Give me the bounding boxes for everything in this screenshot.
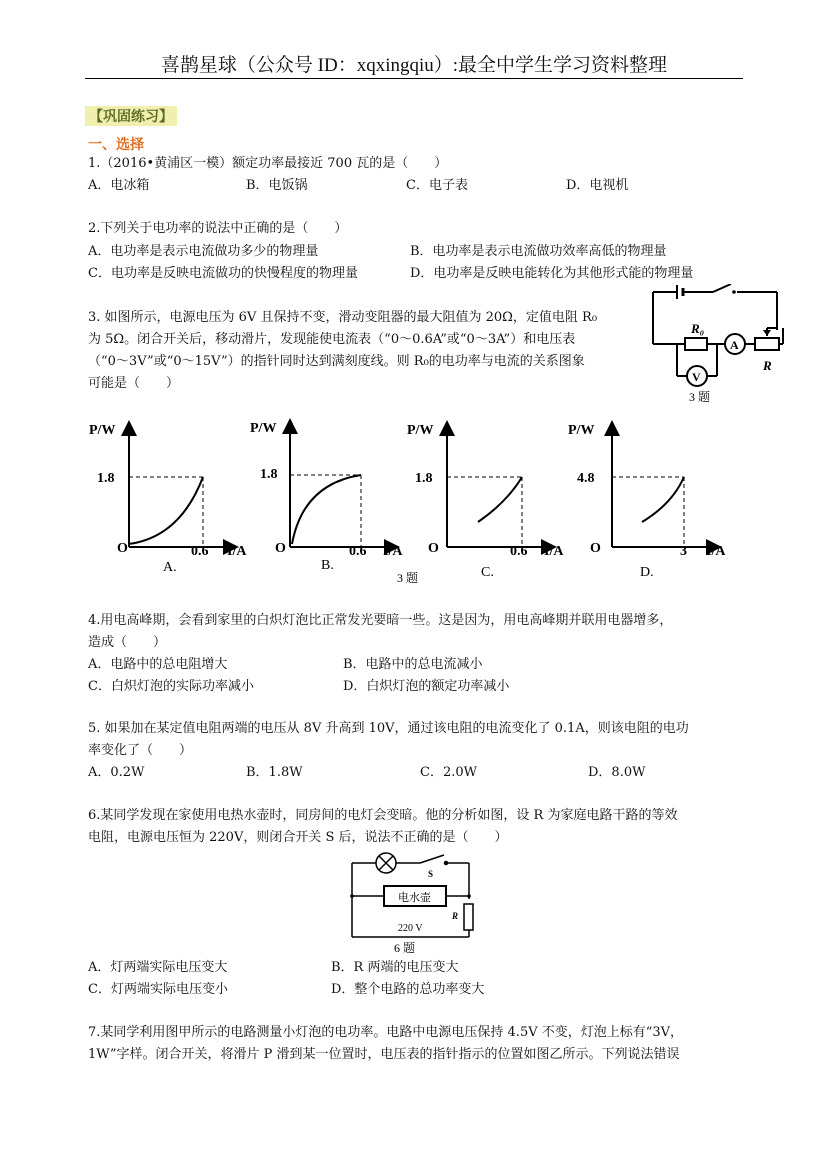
section-tag: 【巩固练习】: [85, 106, 177, 126]
q6-option-b: B．R 两端的电压变大: [331, 960, 459, 975]
graph-c-letter: C.: [481, 565, 494, 580]
q6-circuit-diagram: [348, 849, 478, 955]
q5-option-a: A．0.2W: [88, 765, 145, 780]
q3-line-1: 3. 如图所示，电源电压为 6V 且保持不变，滑动变阻器的最大阻值为 20Ω，定值电阻 R₀: [88, 310, 598, 325]
q3-rheostat-label: R: [763, 358, 772, 373]
q2-option-b: B．电功率是表示电流做功效率高低的物理量: [410, 244, 667, 259]
q7-line-2: 1W”字样。闭合开关，将滑片 P 滑到某一位置时，电压表的指针指示的位置如图乙所示。下列说法错误: [88, 1047, 680, 1062]
graph-c-x-label: I/A: [544, 544, 564, 559]
q1-option-a: A．电冰箱: [88, 178, 150, 193]
q5-option-c: C．2.0W: [420, 765, 477, 780]
q6-line-1: 6.某同学发现在家使用电热水壶时，同房间的电灯会变暗。他的分析如图，设 R 为家庭电路干路的等效: [88, 808, 678, 823]
q4-option-c: C．白炽灯泡的实际功率减小: [88, 679, 254, 694]
q3-circuit-caption: 3 题: [689, 390, 711, 404]
graph-b-letter: B.: [321, 558, 334, 573]
q4-line-1: 4.用电高峰期，会看到家里的白炽灯泡比正常发光要暗一些。这是因为，用电高峰期并联用电器增多，: [88, 613, 673, 628]
q1-option-b: B．电饭锅: [246, 178, 308, 193]
q3-ammeter-label: A: [730, 338, 739, 352]
graph-c-xtick: 0.6: [510, 544, 528, 559]
q1-option-c: C．电子表: [406, 178, 468, 193]
q3-voltmeter-label: V: [692, 370, 701, 384]
q6-kettle-label: 电水壶: [398, 892, 431, 904]
q5-line-2: 率变化了（ ）: [88, 743, 193, 758]
graph-c-ytick: 1.8: [415, 471, 433, 486]
graph-a-letter: A.: [163, 560, 177, 575]
graph-c-y-label: P/W: [407, 423, 434, 438]
graph-a-xtick: 0.6: [191, 544, 209, 559]
q4-option-d: D．白炽灯泡的额定功率减小: [343, 679, 510, 694]
graph-a-ytick: 1.8: [97, 471, 115, 486]
graph-b-ytick: 1.8: [260, 467, 278, 482]
q3-graphs: [85, 412, 745, 590]
graph-c-origin: O: [428, 541, 439, 556]
q4-option-b: B．电路中的总电流减小: [343, 657, 483, 672]
q2-option-c: C．电功率是反映电流做功的快慢程度的物理量: [88, 266, 358, 281]
q6-resistor-label: R: [452, 911, 459, 921]
q5-option-d: D．8.0W: [588, 765, 646, 780]
graph-a-curve: [129, 477, 203, 544]
graph-d-xtick: 3: [680, 544, 687, 559]
q6-circuit-caption: 6 题: [394, 941, 416, 955]
graph-d-x-label: I/A: [706, 544, 726, 559]
q6-option-a: A．灯两端实际电压变大: [88, 960, 228, 975]
q3-r0-label: R₀: [691, 321, 705, 336]
q7-line-1: 7.某同学利用图甲所示的电路测量小灯泡的电功率。电路中电源电压保持 4.5V 不变，灯泡上标有“3V，: [88, 1025, 684, 1040]
graph-d: [568, 423, 726, 580]
graph-c: [407, 423, 564, 580]
page-header: 喜鹊星球（公众号 ID：xqxingqiu）:最全中学生学习资料整理: [160, 55, 668, 76]
graph-b-origin: O: [275, 541, 286, 556]
q6-voltage-label: 220 V: [398, 923, 423, 934]
q2-stem: 2.下列关于电功率的说法中正确的是（ ）: [88, 221, 348, 236]
q5-option-b: B．1.8W: [246, 765, 303, 780]
graph-d-letter: D.: [640, 565, 654, 580]
q3-graphs-caption: 3 题: [397, 571, 419, 585]
graph-b-x-label: I/A: [383, 544, 403, 559]
q6-line-2: 电阻，电源电压恒为 220V，则闭合开关 S 后，说法不正确的是（ ）: [88, 830, 508, 845]
q3-line-2: 为 5Ω。闭合开关后，移动滑片，发现能使电流表（“0～0.6A”或“0～3A”）和电压表: [88, 332, 576, 347]
q6-switch-label: S: [428, 869, 434, 879]
q4-line-2: 造成（ ）: [88, 635, 167, 650]
graph-c-curve: [478, 477, 522, 522]
header-rule: [85, 78, 743, 79]
q1-option-d: D．电视机: [566, 178, 629, 193]
graph-d-origin: O: [590, 541, 601, 556]
q5-line-1: 5. 如果加在某定值电阻两端的电压从 8V 升高到 10V，通过该电阻的电流变化了 0.1A，则该电阻的电功: [88, 721, 689, 736]
section-title: 一、选择: [88, 137, 144, 153]
q1-stem: 1.（2016•黄浦区一模）额定功率最接近 700 瓦的是（ ）: [88, 156, 448, 171]
q6-option-d: D．整个电路的总功率变大: [331, 982, 485, 997]
graph-b-y-label: P/W: [250, 421, 277, 436]
graph-b: [250, 421, 403, 573]
graph-b-curve: [292, 475, 361, 544]
q2-option-a: A．电功率是表示电流做功多少的物理量: [88, 244, 319, 259]
q2-option-d: D．电功率是反映电能转化为其他形式能的物理量: [410, 266, 694, 281]
graph-b-xtick: 0.6: [349, 544, 367, 559]
graph-d-curve: [642, 477, 684, 522]
graph-a-origin: O: [117, 541, 128, 556]
graph-a-y-label: P/W: [89, 423, 116, 438]
graph-a: [89, 423, 247, 575]
q3-circuit-diagram: [645, 284, 790, 406]
graph-d-ytick: 4.8: [577, 471, 595, 486]
q3-line-4: 可能是（ ）: [88, 376, 180, 391]
q4-option-a: A．电路中的总电阻增大: [88, 657, 228, 672]
q3-line-3: （“0～3V”或“0～15V”）的指针同时达到满刻度线。则 R₀的电功率与电流的关系图象: [88, 354, 585, 369]
q6-option-c: C．灯两端实际电压变小: [88, 982, 228, 997]
graph-d-y-label: P/W: [568, 423, 595, 438]
graph-a-x-label: I/A: [227, 544, 247, 559]
